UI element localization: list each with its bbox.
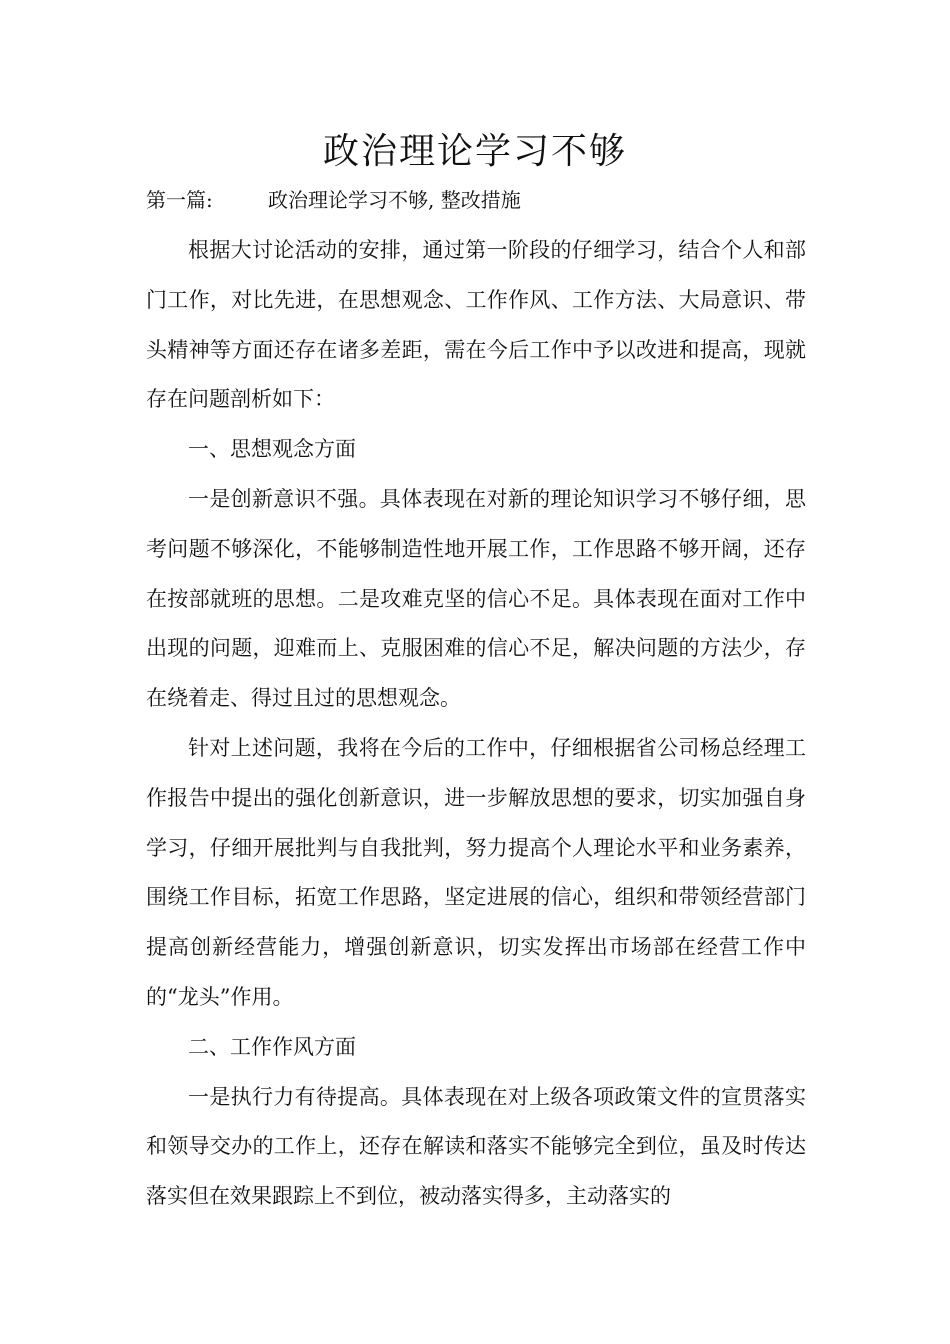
heading-thinking: 一、思想观念方面 xyxy=(188,437,356,462)
document-body xyxy=(146,226,806,1222)
section-heading xyxy=(146,184,521,216)
paragraph-thinking-issues: 一是创新意识不强。具体表现在对新的理论知识学习不够仔细，思考问题不够深化，不能够制造性地开展工作，工作思路不够开阔，还存在按部就班的思想。二是攻难克坚的信心不足。具体表现在面对工作中出现的问题，迎难而上、克服困难的信心不足，解决问题的方法少，存在绕着走、得过且过的思想观念。 xyxy=(146,486,806,711)
paragraph-intro: 根据大讨论活动的安排，通过第一阶段的仔细学习，结合个人和部门工作，对比先进，在思想观念、工作作风、工作方法、大局意识、带头精神等方面还存在诸多差距，需在今后工作中予以改进和提高，现就存在问题剖析如下： xyxy=(146,238,806,412)
document-title: 政治理论学习不够 xyxy=(322,131,627,172)
paragraph-work-style-issues: 一是执行力有待提高。具体表现在对上级各项政策文件的宣贯落实和领导交办的工作上，还存在解读和落实不能够完全到位，虽及时传达落实但在效果跟踪上不到位，被动落实得多，主动落实的 xyxy=(146,1084,806,1209)
heading-work-style: 二、工作作风方面 xyxy=(188,1034,356,1059)
paragraph-thinking-measures: 针对上述问题，我将在今后的工作中，仔细根据省公司杨总经理工作报告中提出的强化创新意识，进一步解放思想的要求，切实加强自身学习，仔细开展批判与自我批判，努力提高个人理论水平和业务素养，围绕工作目标，拓宽工作思路，坚定进展的信心，组织和带领经营部门提高创新经营能力，增强创新意识，切实发挥出市场部在经营工作中的“龙头”作用。 xyxy=(146,735,806,1009)
section-label: 第一篇: xyxy=(146,188,213,212)
section-title: 政治理论学习不够, 整改措施 xyxy=(268,188,521,212)
